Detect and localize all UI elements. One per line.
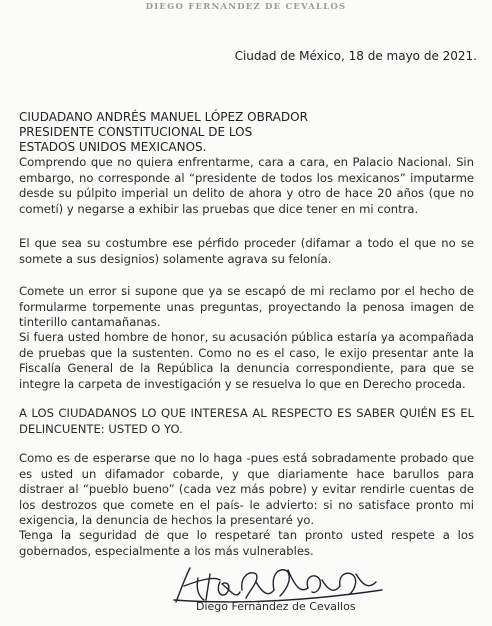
paragraph-6: Como es de esperarse que no lo haga -pues está sobradamente probado que es usted un difamador cobarde, y que diariamente hace barullos para distraer al “pueblo bueno” (cada vez más pobre) y evitar rendirle cuentas de los destrozos que comete en el país- le advierto: si no satisface pronto mi exigencia, la denuncia de hechos la presentaré yo. xyxy=(19,451,474,527)
paragraph-5: A LOS CIUDADANOS LO QUE INTERESA AL RESPECTO ES SABER QUIÉN ES EL DELINCUENTE: USTED O YO. xyxy=(19,406,474,436)
recipient-line: PRESIDENTE CONSTITUCIONAL DE LOS xyxy=(19,125,253,139)
recipient-line: ESTADOS UNIDOS MEXICANOS. xyxy=(19,140,207,154)
paragraph-2: El que sea su costumbre ese pérfido proceder (difamar a todo el que no se somete a sus designios) solamente agrava su felonía. xyxy=(19,236,474,266)
paragraph-1: Comprendo que no quiera enfrentarme, cara a cara, en Palacio Nacional. Sin embargo, no corresponde al “presidente de todos los mexicanos” imputarme desde su púlpito imperial un delito de ahora y otro de hace 20 años (que no cometí) y negarse a exhibir las pruebas que dice tener en mi contra. xyxy=(19,155,474,216)
letter-date: Ciudad de México, 18 de mayo de 2021. xyxy=(234,49,477,63)
recipient-block xyxy=(19,110,308,155)
letterhead: DIEGO FERNANDEZ DE CEVALLOS xyxy=(145,2,347,12)
recipient-line: CIUDADANO ANDRÉS MANUEL LÓPEZ OBRADOR xyxy=(19,110,308,124)
signer-name: Diego Fernández de Cevallos xyxy=(196,600,356,613)
paragraph-7: Tenga la seguridad de que lo respetaré tan pronto usted respete a los gobernados, especialmente a los más vulnerables. xyxy=(19,528,474,558)
paragraph-3: Comete un error si supone que ya se escapó de mi reclamo por el hecho de formularme torpemente unas preguntas, proyectando la penosa imagen de tinterillo cantamañanas. xyxy=(19,284,474,329)
paragraph-4: Si fuera usted hombre de honor, su acusación pública estaría ya acompañada de pruebas que la sustenten. Como no es el caso, le exijo presentar ante la Fiscalía General de la República la denuncia correspondiente, para que se integre la carpeta de investigación y se resuelva lo que en Derecho proceda. xyxy=(19,330,474,391)
